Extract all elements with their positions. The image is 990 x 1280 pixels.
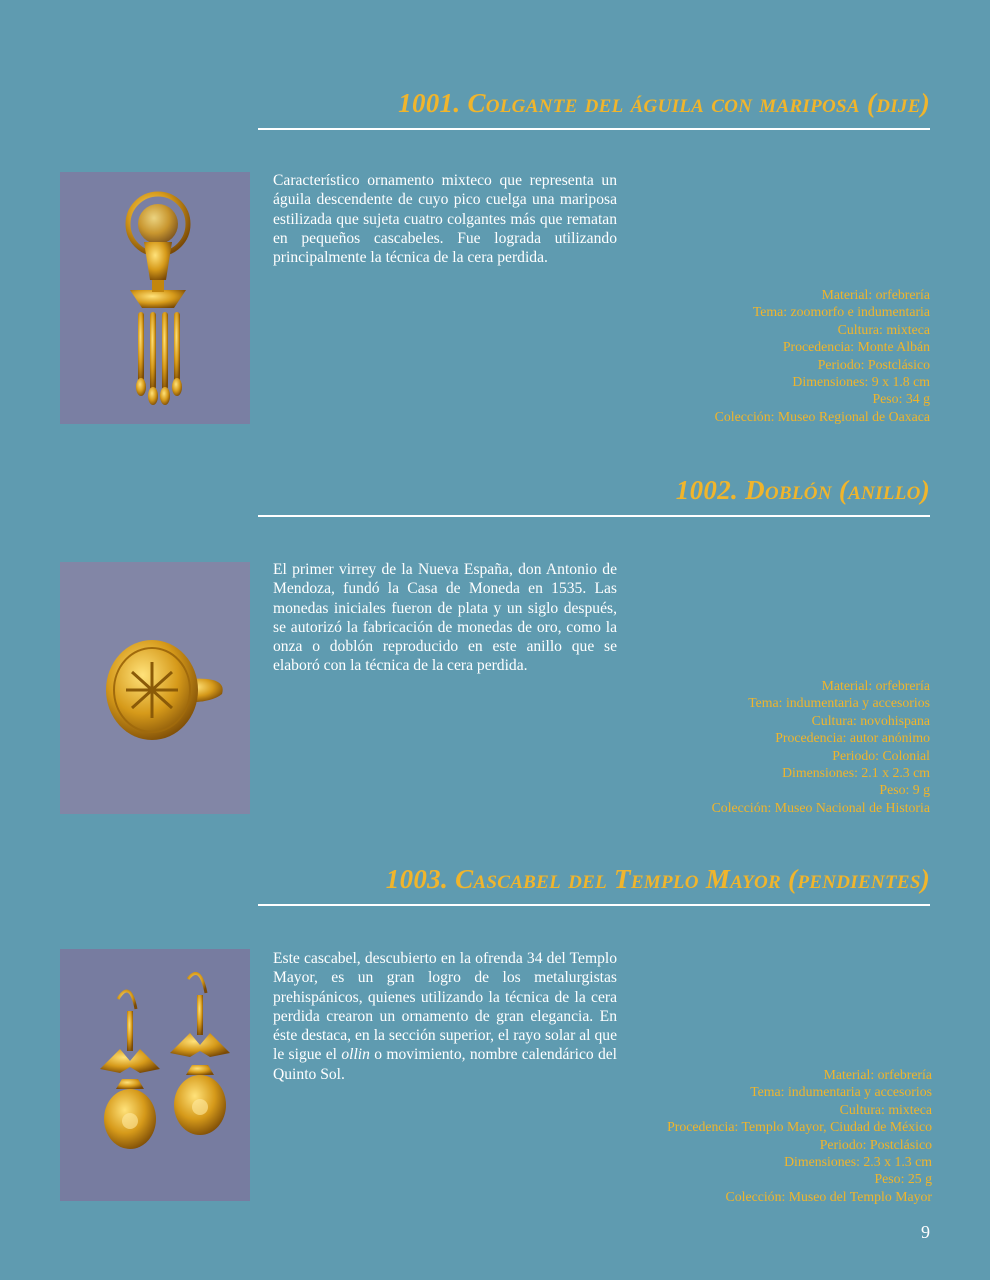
title-divider bbox=[258, 128, 930, 130]
spec-tema: Tema: zoomorfo e indumentaria bbox=[752, 304, 930, 320]
eagle-pendant-image bbox=[60, 172, 250, 424]
page-number: 9 bbox=[921, 1222, 930, 1242]
spec-dimensiones: Dimensiones: 9 x 1.8 cm bbox=[792, 374, 930, 390]
spec-peso: Peso: 25 g bbox=[874, 1171, 932, 1187]
spec-dimensiones: Dimensiones: 2.3 x 1.3 cm bbox=[784, 1154, 932, 1170]
spec-tema: Tema: indumentaria y accesorios bbox=[748, 695, 930, 711]
pendant-photo bbox=[60, 172, 250, 424]
spec-dimensiones: Dimensiones: 2.1 x 2.3 cm bbox=[782, 765, 930, 781]
spec-periodo: Periodo: Postclásico bbox=[817, 356, 930, 372]
entry-title: 1001. Colgante del águila con mariposa (dije) bbox=[398, 88, 930, 118]
entry-description: El primer virrey de la Nueva España, don Antonio de Mendoza, fundó la Casa de Moneda en 1535. Las monedas iniciales fueron de plata y un siglo después, se autorizó la fabricación de monedas de oro, como la onza o doblón reproducido en este anillo que se elaboró con la técnica de la cera perdida. bbox=[273, 561, 617, 675]
spec-periodo: Periodo: Postclásico bbox=[819, 1136, 932, 1152]
entry-specs bbox=[667, 1066, 932, 1205]
spec-procedencia: Procedencia: Monte Albán bbox=[782, 339, 930, 355]
spec-coleccion: Colección: Museo Nacional de Historia bbox=[711, 799, 930, 815]
spec-coleccion: Colección: Museo del Templo Mayor bbox=[725, 1188, 932, 1204]
entry-description bbox=[273, 949, 617, 1084]
spec-material: Material: orfebrería bbox=[823, 1067, 932, 1082]
entry-specs bbox=[712, 677, 930, 816]
spec-periodo: Periodo: Colonial bbox=[832, 747, 930, 763]
spec-cultura: Cultura: mixteca bbox=[839, 1101, 932, 1117]
entry-specs bbox=[715, 286, 930, 425]
earrings-photo bbox=[60, 949, 250, 1201]
description-text: Este cascabel, descubierto en la ofrenda 34 del Templo Mayor, es un gran logro de los metalurgistas prehispánicos, quienes utilizando la técnica de la cera perdida crearon un ornamento de gran elegancia. En éste destaca, en la sección superior, el rayo solar al que le sigue el bbox=[273, 950, 617, 1064]
ring-photo bbox=[60, 562, 250, 814]
spec-material: Material: orfebrería bbox=[821, 678, 930, 693]
spec-peso: Peso: 34 g bbox=[872, 391, 930, 407]
doubloon-ring-image bbox=[60, 562, 250, 814]
spec-peso: Peso: 9 g bbox=[879, 782, 930, 798]
entry-description: Característico ornamento mixteco que representa un águila descendente de cuyo pico cuelga una mariposa estilizada que sujeta cuatro colgantes más que rematan en pequeños cascabeles. Fue lograda utilizando principalmente la técnica de la cera perdida. bbox=[273, 172, 617, 267]
spec-procedencia: Procedencia: Templo Mayor, Ciudad de México bbox=[667, 1119, 932, 1135]
spec-material: Material: orfebrería bbox=[821, 287, 930, 302]
description-italic-term: ollin bbox=[341, 1046, 370, 1064]
bell-earrings-image bbox=[60, 949, 250, 1201]
spec-cultura: Cultura: novohispana bbox=[811, 712, 930, 728]
spec-coleccion: Colección: Museo Regional de Oaxaca bbox=[714, 408, 930, 424]
spec-procedencia: Procedencia: autor anónimo bbox=[775, 730, 930, 746]
title-divider bbox=[258, 904, 930, 906]
spec-tema: Tema: indumentaria y accesorios bbox=[750, 1084, 932, 1100]
entry-title: 1003. Cascabel del Templo Mayor (pendientes) bbox=[385, 864, 930, 894]
description-text-end: o movimiento, nombre calendárico del Quinto Sol. bbox=[273, 1046, 618, 1083]
title-divider bbox=[258, 515, 930, 517]
spec-cultura: Cultura: mixteca bbox=[837, 321, 930, 337]
entry-title: 1002. Doblón (anillo) bbox=[675, 475, 930, 505]
